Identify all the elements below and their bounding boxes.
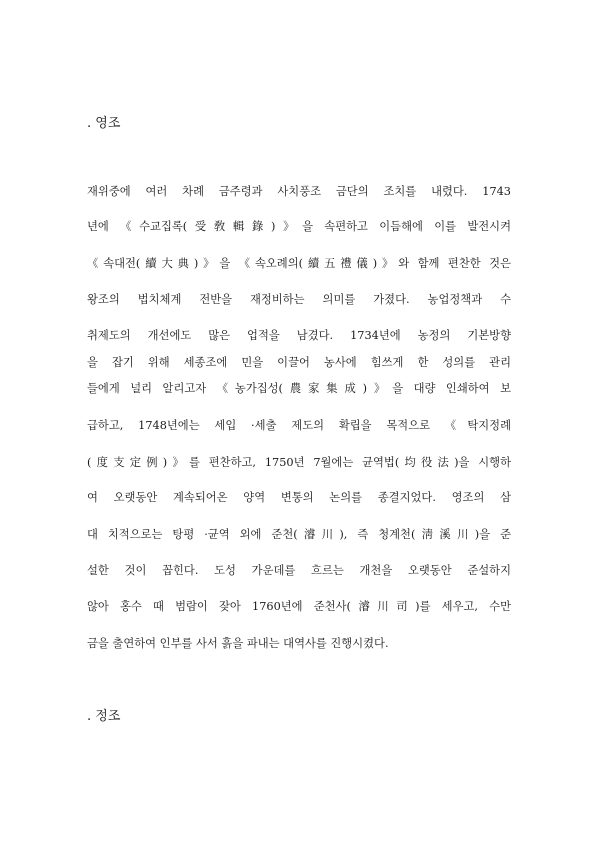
paragraph-line: 년에 《수교집록(受敎輯錄)》을 속편하고 이듬해에 이를 발전시켜 — [87, 220, 511, 233]
paragraph-line: 을 잡기 위해 세종조에 민을 이끌어 농사에 힘쓰게 한 성의를 관리 — [87, 356, 511, 369]
section-heading-jeongjo: . 정조 — [87, 709, 121, 724]
paragraph-line: 재위중에 여러 차례 금주령과 사치풍조 금단의 조치를 내렸다. 1743 — [87, 185, 511, 198]
paragraph-line: 않아 홍수 때 범람이 잦아 1760년에 준천사(濬川司)를 세우고, 수만 — [87, 600, 511, 613]
paragraph-line: 《속대전(續大典)》을 《속오례의(續五禮儀)》와 함께 편찬한 것은 — [87, 257, 511, 270]
paragraph-line-last: 금을 출연하여 인부를 사서 흙을 파내는 대역사를 진행시켰다. — [87, 637, 389, 650]
paragraph-line: 급하고, 1748년에는 세입 ·세출 제도의 확립을 목적으로 《탁지정례 — [87, 419, 511, 432]
paragraph-line: 취제도의 개선에도 많은 업적을 남겼다. 1734년에 농정의 기본방향 — [87, 329, 511, 342]
section-heading-yeongjo: . 영조 — [87, 116, 121, 131]
paragraph-line: (度支定例)》를 편찬하고, 1750년 7월에는 균역법(均役法)을 시행하 — [87, 456, 511, 469]
paragraph-line: 왕조의 법치체계 전반을 재정비하는 의미를 가졌다. 농업정책과 수 — [87, 293, 511, 306]
paragraph-line: 대 치적으로는 탕평 ·균역 외에 준천(濬川), 즉 청계천(淸溪川)을 준 — [87, 528, 511, 541]
paragraph-line: 들에게 널리 알리고자 《농가집성(農家集成)》을 대량 인쇄하여 보 — [87, 382, 511, 395]
paragraph-line: 설한 것이 꼽힌다. 도성 가운데를 흐르는 개천을 오랫동안 준설하지 — [87, 564, 511, 577]
paragraph-line: 여 오랫동안 계속되어온 양역 변통의 논의를 종결지었다. 영조의 삼 — [87, 491, 511, 504]
